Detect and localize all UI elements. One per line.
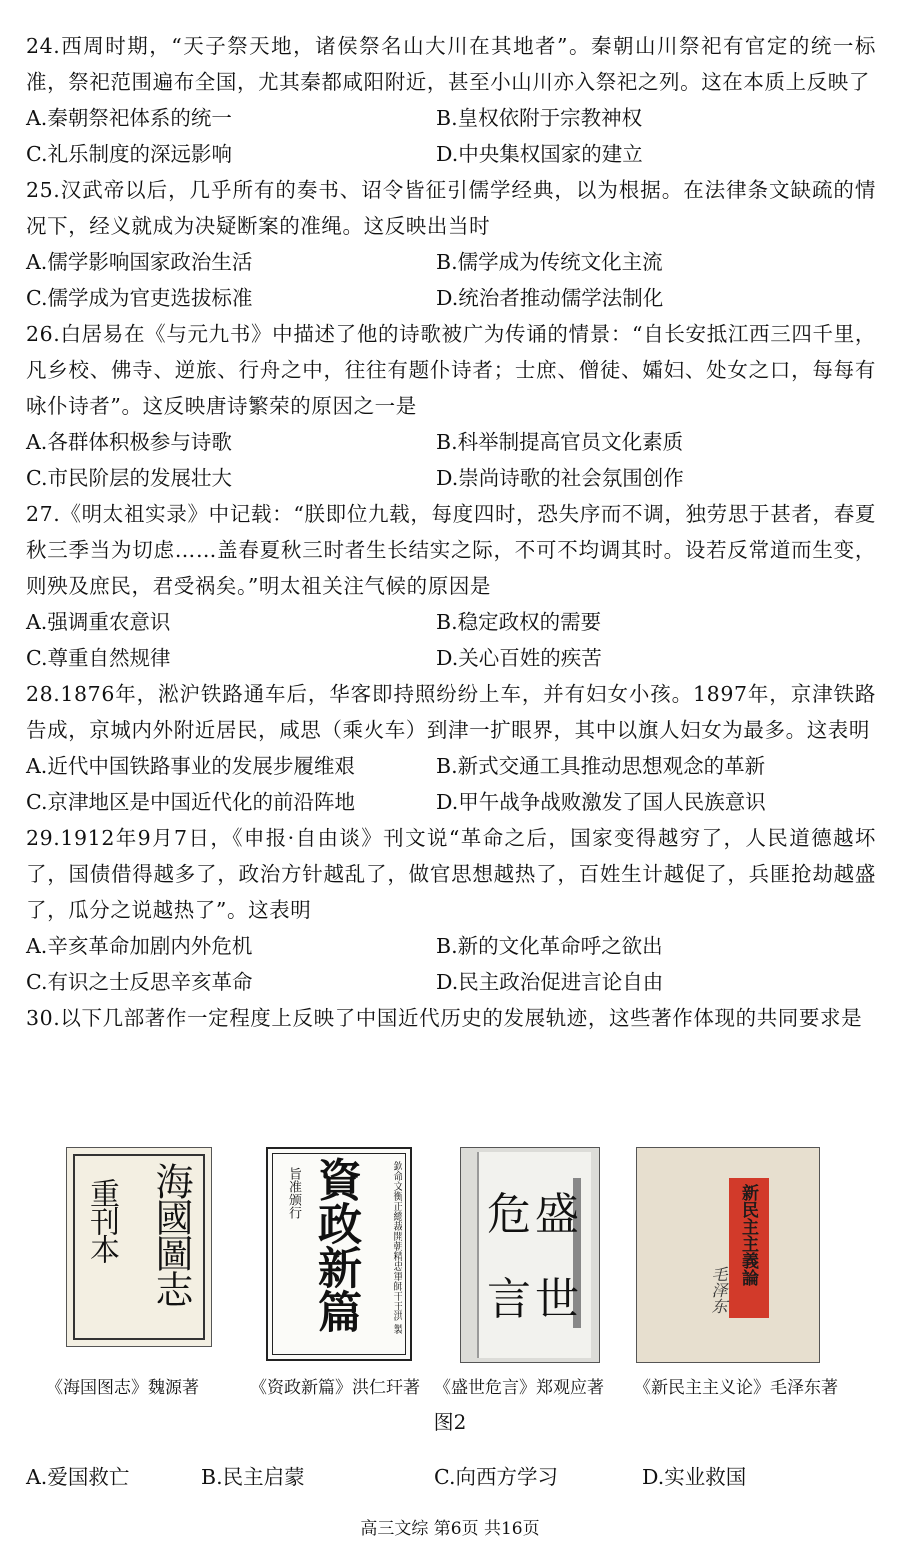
- q29-options: [26, 928, 876, 1000]
- q26-stem: 26.白居易在《与元九书》中描述了他的诗歌被广为传诵的情景：“自长安抵江西三四千里，凡乡校、佛寺、逆旅、行舟之中，往往有题仆诗者；士庶、僧徒、孀妇、处女之口，每每有咏仆诗者”。这反映唐诗繁荣的原因之一是: [26, 322, 876, 418]
- q24-option-c: C.礼乐制度的深远影响: [26, 142, 232, 166]
- caption-shengshi-weiyan: 《盛世危言》郑观应著: [434, 1378, 604, 1398]
- q28-options: [26, 748, 876, 820]
- figure-shengshi-weiyan: [434, 1147, 604, 1398]
- q28-option-d: D.甲午战争战败激发了国人民族意识: [436, 790, 766, 814]
- q29-option-c: C.有识之士反思辛亥革命: [26, 970, 253, 994]
- cover-title-grid: [485, 1172, 581, 1342]
- q29-stem: 29.1912年9月7日，《申报·自由谈》刊文说“革命之后，国家变得越穷了，人民道德越坏了，国债借得越多了，政治方针越乱了，做官思想越热了，百姓生计越促了，兵匪抢劫越盛了，瓜分之说越热了”。这表明: [26, 826, 876, 922]
- q24-stem: 24.西周时期，“天子祭天地，诸侯祭名山大川在其地者”。秦朝山川祭祀有官定的统一标准，祭祀范围遍布全国，尤其秦都咸阳附近，甚至小山川亦入祭祀之列。这在本质上反映了: [26, 34, 876, 94]
- cover-author-text: 欽命文衡正總裁開朝精忠軍師干王洪 製: [391, 1161, 402, 1335]
- figure-label: 图2: [433, 1410, 467, 1434]
- page-footer: 高三文综 第6页 共16页: [360, 1519, 540, 1539]
- q24-options: [26, 100, 876, 172]
- figure-xinminzhu-zhuyi-lun: [634, 1147, 838, 1398]
- q29-option-d: D.民主政治促进言论自由: [436, 970, 664, 994]
- q27-option-d: D.关心百姓的疾苦: [436, 646, 602, 670]
- q30-option-b: B.民主启蒙: [201, 1465, 305, 1489]
- q25-option-a: A.儒学影响国家政治生活: [26, 250, 253, 274]
- q29-option-b: B.新的文化革命呼之欲出: [436, 934, 663, 958]
- q27-option-a: A.强调重农意识: [26, 610, 171, 634]
- cover-xinminzhu-zhuyi-lun: [636, 1147, 820, 1363]
- q28-option-a: A.近代中国铁路事业的发展步履维艰: [26, 754, 355, 778]
- q28-option-c: C.京津地区是中国近代化的前沿阵地: [26, 790, 355, 814]
- figure-haiguo-tuzhi: [36, 1147, 199, 1398]
- q26-option-b: B.科举制提高官员文化素质: [436, 430, 684, 454]
- cover-title-char: 言: [487, 1274, 531, 1325]
- q29-option-a: A.辛亥革命加剧内外危机: [26, 934, 253, 958]
- q26-option-c: C.市民阶层的发展壮大: [26, 466, 232, 490]
- caption-xinminzhu-zhuyi-lun: 《新民主主义论》毛泽东著: [634, 1378, 838, 1398]
- q25-option-b: B.儒学成为传统文化主流: [436, 250, 663, 274]
- q25-options: [26, 244, 876, 316]
- cover-subtitle-text: 重刊本: [84, 1178, 119, 1262]
- question-block: [26, 28, 876, 1036]
- q27-options: [26, 604, 876, 676]
- cover-haiguo-tuzhi: [66, 1147, 212, 1347]
- q30-option-d: D.实业救国: [642, 1465, 747, 1489]
- q27-option-b: B.稳定政权的需要: [436, 610, 602, 634]
- q30-stem: 30.以下几部著作一定程度上反映了中国近代历史的发展轨迹，这些著作体现的共同要求是: [26, 1006, 863, 1030]
- q25-option-d: D.统治者推动儒学法制化: [436, 286, 664, 310]
- q28-option-b: B.新式交通工具推动思想观念的革新: [436, 754, 766, 778]
- q25-stem: 25.汉武帝以后，几乎所有的奏书、诏令皆征引儒学经典，以为根据。在法律条文缺疏的情况下，经义就成为决疑断案的准绳。这反映出当时: [26, 178, 876, 238]
- cover-title-text: 海國圖志: [149, 1162, 193, 1306]
- q30-option-c: C.向西方学习: [434, 1465, 558, 1489]
- q27-stem: 27.《明太祖实录》中记载：“朕即位九载，每度四时，恐失序而不调，独劳思于甚者，春夏秋三季当为切虑……盖春夏秋三时者生长结实之际，不可不均调其时。设若反常道而生变，则殃及庶民，君受祸矣。”明太祖关注气候的原因是: [26, 502, 876, 598]
- cover-zizheng-xinpian: [266, 1147, 412, 1361]
- figure-zizheng-xinpian: [250, 1147, 420, 1398]
- cover-title-char: 盛: [535, 1189, 579, 1240]
- caption-haiguo-tuzhi: 《海国图志》魏源著: [46, 1378, 199, 1398]
- cover-title-text: 新民主主義論: [738, 1184, 758, 1286]
- q25-option-c: C.儒学成为官吏选拔标准: [26, 286, 253, 310]
- cover-title-char: 世: [535, 1274, 579, 1325]
- q26-option-a: A.各群体积极参与诗歌: [26, 430, 232, 454]
- caption-zizheng-xinpian: 《资政新篇》洪仁玕著: [250, 1378, 420, 1398]
- q24-option-d: D.中央集权国家的建立: [436, 142, 643, 166]
- cover-side-text: 旨准颁行: [286, 1167, 301, 1219]
- q28-stem: 28.1876年，淞沪铁路通车后，华客即持照纷纷上车，并有妇女小孩。1897年，京津铁路告成，京城内外附近居民，咸思（乘火车）到津一扩眼界，其中以旗人妇女为最多。这表明: [26, 682, 876, 742]
- cover-title-text: 資政新篇: [310, 1157, 361, 1333]
- q26-option-d: D.崇尚诗歌的社会氛围创作: [436, 466, 684, 490]
- q30-option-a: A.爱国救亡: [26, 1465, 130, 1489]
- cover-title-char: 危: [487, 1189, 531, 1240]
- q24-option-a: A.秦朝祭祀体系的统一: [26, 106, 232, 130]
- q27-option-c: C.尊重自然规律: [26, 646, 171, 670]
- q26-options: [26, 424, 876, 496]
- cover-signature: 毛泽东: [709, 1266, 728, 1314]
- figure-2-row: [36, 1147, 866, 1397]
- q24-option-b: B.皇权依附于宗教神权: [436, 106, 643, 130]
- cover-shengshi-weiyan: [460, 1147, 600, 1363]
